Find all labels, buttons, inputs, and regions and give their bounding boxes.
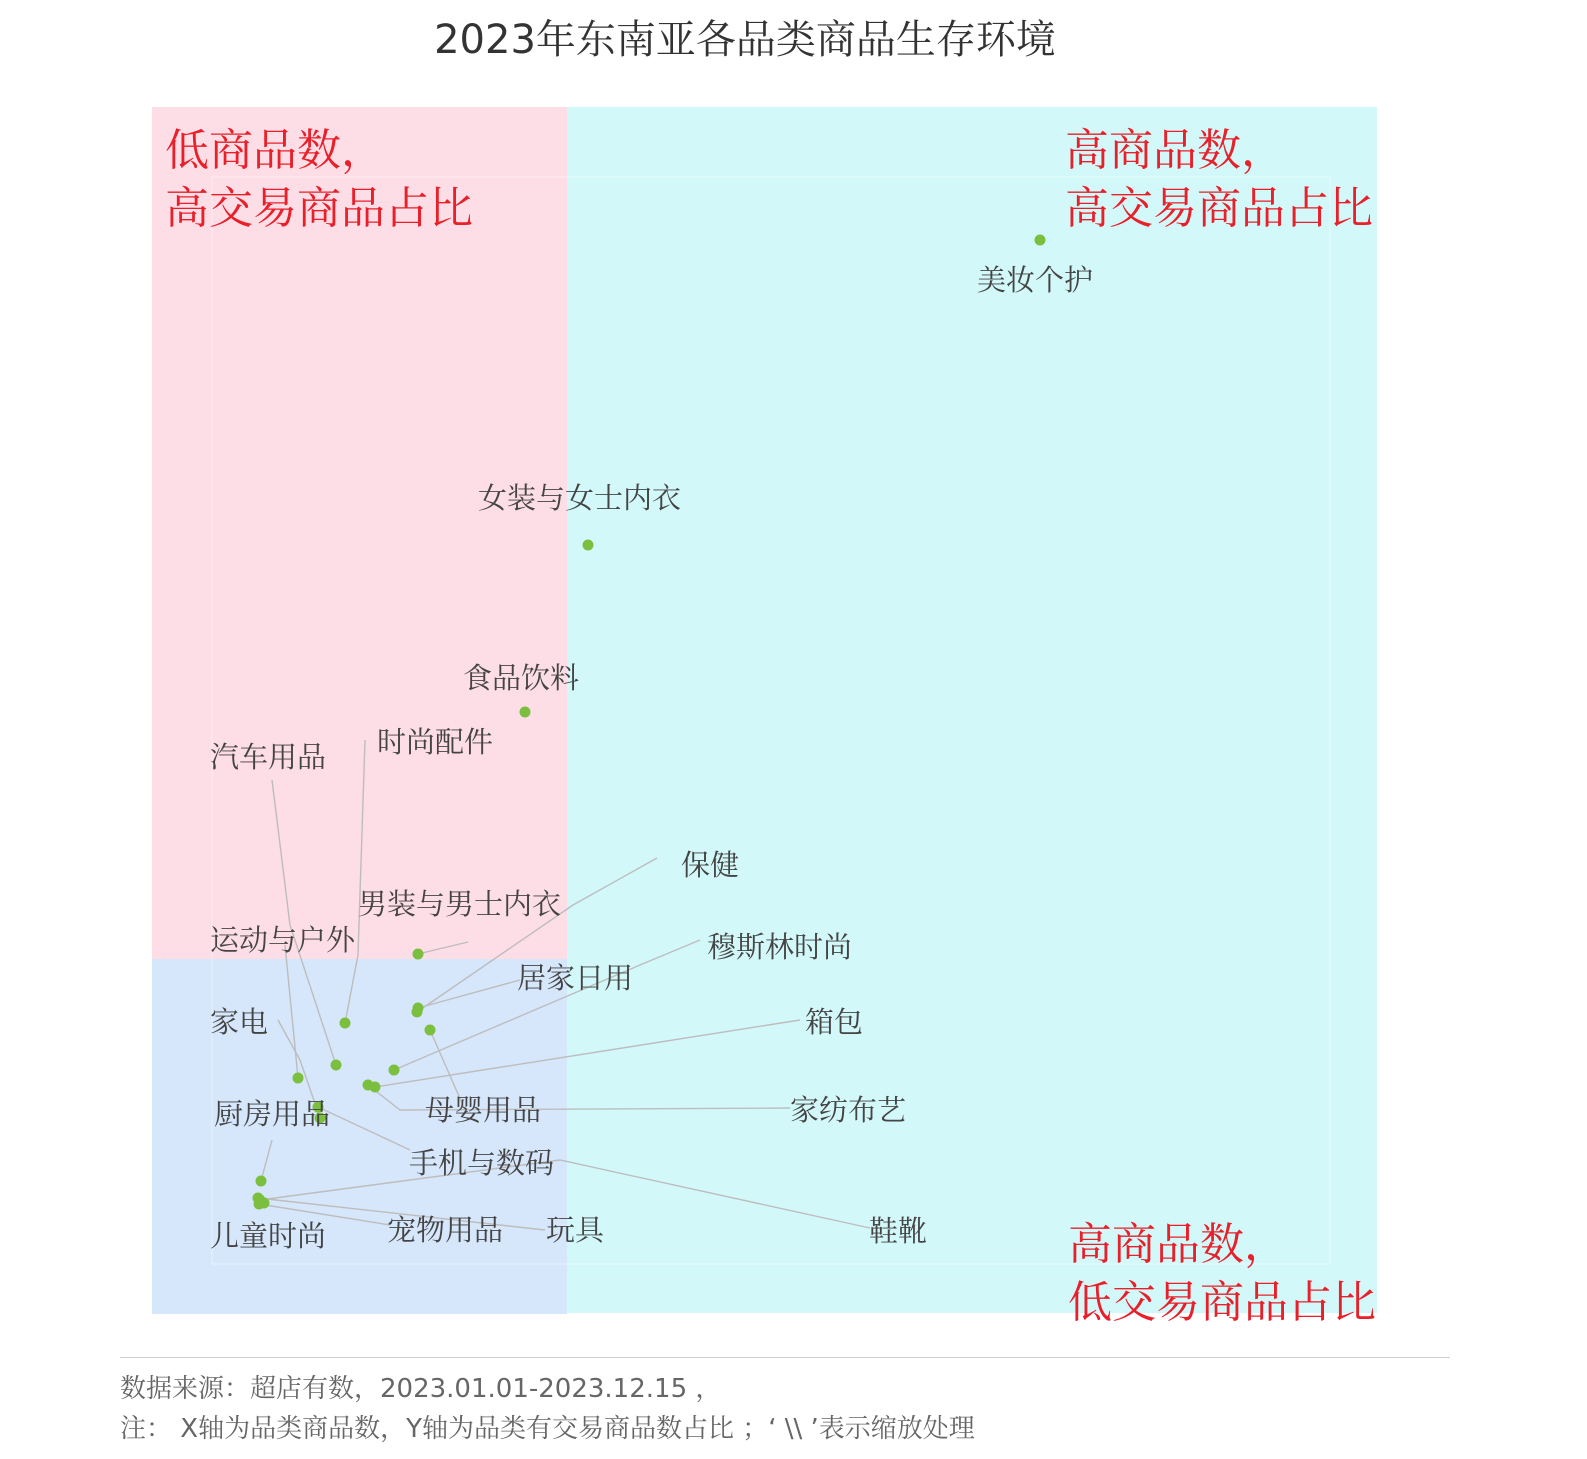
axis-note: 注： X轴为品类商品数，Y轴为品类有交易商品数占比 ；‘ \\ ’表示缩放处理 (120, 1414, 975, 1444)
data-point[interactable] (340, 1018, 351, 1029)
point-label: 厨房用品 (214, 1097, 331, 1131)
point-label: 家纺布艺 (790, 1093, 907, 1127)
point-label: 男装与男士内衣 (358, 887, 562, 921)
data-point[interactable] (425, 1025, 436, 1036)
data-point[interactable] (520, 707, 531, 718)
data-point[interactable] (583, 540, 594, 551)
point-label: 家电 (210, 1005, 269, 1039)
point-label: 鞋靴 (869, 1214, 928, 1248)
point-label: 运动与户外 (210, 923, 356, 957)
data-point[interactable] (256, 1176, 267, 1187)
data-point[interactable] (363, 1080, 374, 1091)
quadrant-label-line: 低商品数， (165, 125, 385, 176)
quadrant-label-top-left (165, 122, 473, 238)
point-label: 箱包 (805, 1005, 864, 1039)
data-point[interactable] (413, 949, 424, 960)
quadrant-label-line: 高交易商品占比 (1065, 183, 1373, 234)
point-label: 居家日用 (517, 961, 634, 995)
point-label: 母婴用品 (425, 1093, 542, 1127)
point-label: 时尚配件 (377, 725, 494, 759)
data-point[interactable] (253, 1193, 264, 1204)
data-point[interactable] (331, 1060, 342, 1071)
point-label: 手机与数码 (409, 1146, 555, 1180)
data-point[interactable] (1035, 235, 1046, 246)
quadrant-label-line: 高商品数， (1065, 125, 1285, 176)
footer-divider (120, 1357, 1450, 1358)
point-label: 保健 (681, 848, 740, 882)
point-label: 女装与女士内衣 (478, 481, 682, 515)
point-label: 食品饮料 (463, 661, 580, 695)
point-label: 汽车用品 (210, 740, 327, 774)
point-label: 儿童时尚 (210, 1219, 327, 1253)
point-label: 宠物用品 (387, 1213, 504, 1247)
quadrant-label-bottom-right (1068, 1216, 1376, 1332)
point-label: 美妆个护 (977, 263, 1094, 297)
data-point[interactable] (293, 1073, 304, 1084)
chart-title: 2023年东南亚各品类商品生存环境 (434, 17, 1056, 63)
data-point[interactable] (413, 1003, 424, 1014)
point-label: 玩具 (546, 1213, 605, 1247)
data-point[interactable] (389, 1065, 400, 1076)
data-source-note: 数据来源：超店有数，2023.01.01-2023.12.15 ， (120, 1374, 722, 1404)
quadrant-label-line: 高交易商品占比 (165, 183, 473, 234)
point-label: 穆斯林时尚 (707, 930, 853, 964)
quadrant-right-bg (567, 107, 1377, 1313)
quadrant-label-line: 低交易商品占比 (1068, 1277, 1376, 1328)
quadrant-label-line: 高商品数， (1068, 1219, 1288, 1270)
quadrant-label-top-right (1065, 122, 1373, 238)
